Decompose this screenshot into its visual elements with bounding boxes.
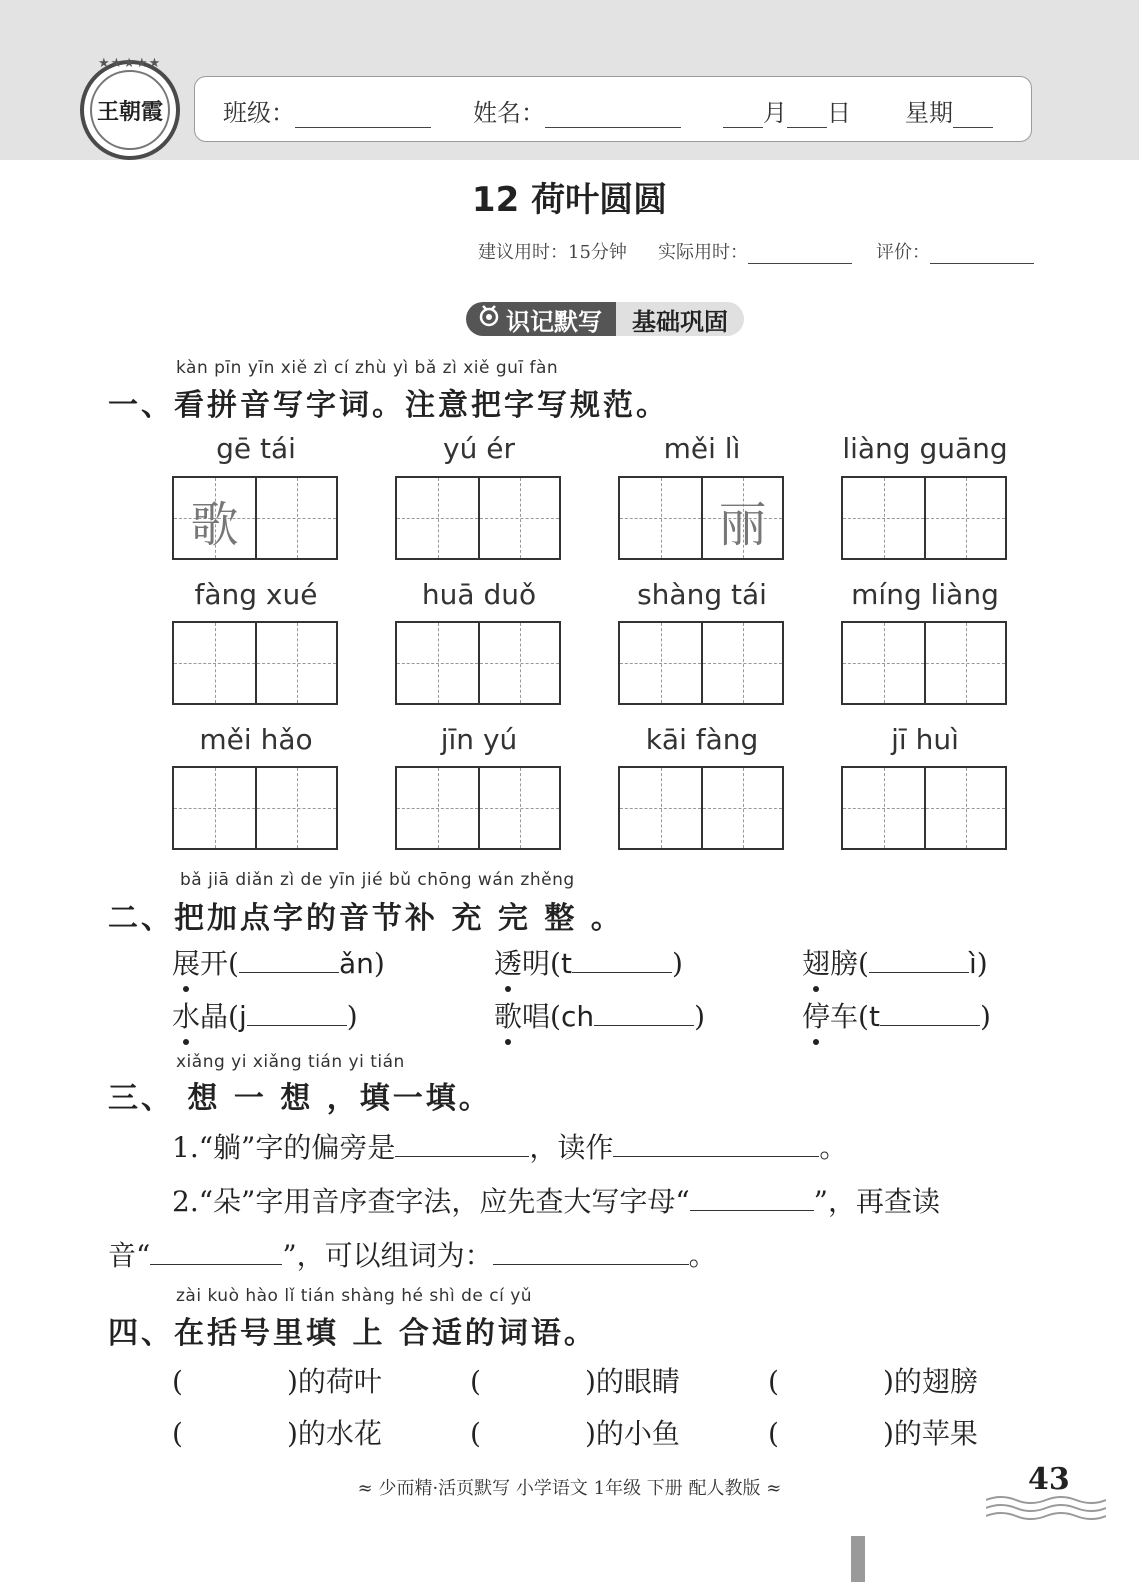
close-paren: ) (882, 1417, 894, 1450)
logo (80, 56, 180, 160)
dotted-char: 展 (172, 942, 200, 982)
footer-text: ≈ 少而精·活页默写 小学语文 1年级 下册 配人教版 ≈ (357, 1478, 782, 1499)
suggested-time: 建议用时：15分钟 (478, 242, 627, 263)
q1-text-c: 。 (819, 1131, 848, 1164)
open-paren: ( (470, 1417, 481, 1450)
dotted-char: 停 (802, 995, 830, 1035)
close-paren: ) (286, 1417, 298, 1450)
logo-stars: ★★★★★ (98, 56, 162, 71)
q1-text-b: ，读作 (529, 1131, 614, 1164)
writing-box[interactable] (618, 476, 784, 560)
phrase-blank[interactable] (481, 1417, 585, 1443)
q2-text-e: 。 (688, 1239, 717, 1272)
word-pinyin: míng liàng (851, 578, 999, 611)
syllable-item (172, 942, 385, 982)
section3-pinyin: xiǎng yi xiǎng tián yi tián (176, 1052, 405, 1072)
fill-phrase-item (470, 1412, 680, 1452)
syllable-blank[interactable] (594, 999, 694, 1026)
open-paren: ( (228, 1000, 239, 1033)
open-paren: ( (550, 947, 561, 980)
q2-text-c: 音“ (108, 1239, 151, 1272)
word-pinyin: kāi fàng (645, 723, 759, 756)
phrase-text: 的小鱼 (595, 1417, 680, 1450)
word-pinyin: fàng xué (194, 578, 318, 611)
section4-pinyin: zài kuò hào lǐ tián shàng hé shì de cí yǔ (176, 1286, 533, 1306)
close-paren: ) (286, 1365, 298, 1398)
writing-box[interactable] (618, 621, 784, 705)
word-pinyin: měi lì (663, 432, 741, 465)
syllable-item (494, 995, 705, 1035)
writing-cell[interactable] (924, 768, 1005, 848)
student-info-box (194, 76, 1032, 142)
writing-cell[interactable] (701, 768, 782, 848)
writing-cell[interactable] (397, 623, 478, 703)
phrase-blank[interactable] (779, 1417, 883, 1443)
word-pinyin: shàng tái (637, 578, 767, 611)
class-field[interactable] (223, 93, 431, 128)
q1-text-a: 1.“躺”字的偏旁是 (172, 1131, 396, 1164)
phrase-text: 的水花 (297, 1417, 382, 1450)
writing-cell[interactable] (174, 478, 255, 558)
hint-before: t (868, 1000, 880, 1033)
section2-pinyin: bǎ jiā diǎn zì de yīn jié bǔ chōng wán zhěng (180, 870, 575, 890)
phrase-blank[interactable] (481, 1365, 585, 1391)
day-label: 日 (827, 99, 851, 127)
writing-box[interactable] (618, 766, 784, 850)
question-2 (172, 1180, 940, 1220)
writing-box[interactable] (841, 766, 1007, 850)
fill-phrase-item (172, 1412, 382, 1452)
dotted-char: 透 (494, 942, 522, 982)
open-paren: ( (858, 1000, 869, 1033)
syllable-blank[interactable] (572, 946, 672, 973)
close-paren: ) (373, 947, 385, 980)
q2-text-a: 2.“朵”字用音序查字法，应先查大写字母“ (172, 1185, 690, 1218)
writing-cell[interactable] (478, 768, 559, 848)
close-paren: ) (882, 1365, 894, 1398)
fill-phrase-item (768, 1412, 978, 1452)
syllable-blank[interactable] (239, 946, 339, 973)
month-blank[interactable] (723, 103, 763, 128)
actual-time-blank[interactable] (748, 245, 852, 264)
writing-cell[interactable] (255, 478, 336, 558)
section-badge (466, 302, 744, 336)
dotted-char: 歌 (494, 995, 522, 1035)
name-label: 姓名： (473, 99, 545, 127)
phrase-text: 的苹果 (893, 1417, 978, 1450)
sample-char: 丽 (718, 497, 767, 553)
syllable-blank[interactable] (869, 946, 969, 973)
weekday-blank[interactable] (953, 103, 993, 128)
plain-char: 车 (830, 1000, 859, 1033)
close-paren: ) (671, 947, 683, 980)
open-paren: ( (768, 1417, 779, 1450)
close-paren: ) (976, 947, 988, 980)
q2-text-b: ”，再查读 (813, 1185, 940, 1218)
hint-after: ǎn (338, 947, 374, 980)
syllable-blank[interactable] (880, 999, 980, 1026)
writing-box[interactable] (172, 766, 338, 850)
wave-decoration (986, 1492, 1106, 1526)
medal-icon (478, 304, 500, 334)
close-paren: ) (979, 1000, 991, 1033)
hint-after: ì (968, 947, 977, 980)
word-pinyin: měi hǎo (199, 723, 313, 756)
section3-heading: 三、 想 一 想 ，填一填。 (108, 1081, 492, 1116)
weekday-field[interactable] (905, 93, 993, 128)
badge-right-label: 基础巩固 (616, 302, 744, 336)
scrollbar[interactable] (851, 1536, 865, 1582)
syllable-item (802, 942, 988, 982)
close-paren: ) (584, 1417, 596, 1450)
q2-word-blank[interactable] (493, 1238, 689, 1265)
writing-cell[interactable] (924, 623, 1005, 703)
rating-field[interactable] (876, 238, 1034, 264)
section1-heading: 一、看拼音写字词。注意把字写规范。 (108, 388, 669, 423)
writing-cell[interactable] (255, 768, 336, 848)
plain-char: 唱 (522, 1000, 551, 1033)
rating-blank[interactable] (930, 245, 1034, 264)
writing-cell[interactable] (397, 478, 478, 558)
plain-char: 晶 (200, 1000, 229, 1033)
plain-char: 明 (522, 947, 551, 980)
section4-heading: 四、在括号里填 上 合适的词语。 (108, 1316, 597, 1351)
writing-cell[interactable] (701, 478, 782, 558)
q2-syllable-blank[interactable] (150, 1238, 282, 1265)
actual-time-field[interactable] (658, 238, 852, 264)
badge-left (466, 302, 616, 336)
open-paren: ( (470, 1365, 481, 1398)
badge-left-label: 识记默写 (506, 307, 602, 336)
phrase-blank[interactable] (183, 1365, 287, 1391)
q2-text-d: ”，可以组词为： (282, 1239, 493, 1272)
q1-radical-blank[interactable] (395, 1130, 529, 1157)
writing-cell[interactable] (255, 623, 336, 703)
writing-cell[interactable] (620, 478, 701, 558)
writing-cell[interactable] (843, 478, 924, 558)
hint-before: j (238, 1000, 247, 1033)
word-pinyin: jīn yú (440, 723, 518, 756)
open-paren: ( (550, 1000, 561, 1033)
syllable-item (172, 995, 358, 1035)
word-pinyin: jī huì (891, 723, 959, 756)
plain-char: 开 (200, 947, 229, 980)
writing-cell[interactable] (174, 623, 255, 703)
class-blank[interactable] (295, 103, 431, 128)
open-paren: ( (768, 1365, 779, 1398)
open-paren: ( (858, 947, 869, 980)
writing-cell[interactable] (478, 478, 559, 558)
rating-label: 评价： (876, 242, 930, 263)
phrase-blank[interactable] (779, 1365, 883, 1391)
writing-box[interactable] (395, 621, 561, 705)
fill-phrase-item (470, 1360, 680, 1400)
writing-cell[interactable] (174, 768, 255, 848)
dotted-char: 水 (172, 995, 200, 1035)
syllable-item (802, 995, 991, 1035)
writing-cell[interactable] (620, 768, 701, 848)
question-2-cont (108, 1234, 717, 1274)
writing-cell[interactable] (701, 623, 782, 703)
word-pinyin: gē tái (216, 432, 296, 465)
writing-cell[interactable] (620, 623, 701, 703)
close-paren: ) (694, 1000, 706, 1033)
name-blank[interactable] (545, 103, 681, 128)
page-title: 12 荷叶圆圆 (471, 180, 668, 220)
open-paren: ( (172, 1365, 183, 1398)
word-pinyin: liàng guāng (842, 432, 1008, 465)
writing-box[interactable] (172, 621, 338, 705)
logo-text: 王朝霞 (90, 70, 170, 150)
q2-letter-blank[interactable] (690, 1184, 814, 1211)
writing-cell[interactable] (397, 768, 478, 848)
section1-pinyin: kàn pīn yīn xiě zì cí zhù yì bǎ zì xiě guī fàn (176, 358, 559, 378)
open-paren: ( (228, 947, 239, 980)
writing-cell[interactable] (924, 478, 1005, 558)
writing-cell[interactable] (843, 623, 924, 703)
sample-char: 歌 (190, 497, 239, 553)
plain-char: 膀 (830, 947, 859, 980)
weekday-label: 星期 (905, 99, 953, 127)
close-paren: ) (346, 1000, 358, 1033)
dotted-char: 翅 (802, 942, 830, 982)
syllable-item (494, 942, 683, 982)
fill-phrase-item (172, 1360, 382, 1400)
writing-box[interactable] (172, 476, 338, 560)
phrase-blank[interactable] (183, 1417, 287, 1443)
word-pinyin: huā duǒ (421, 578, 537, 611)
section2-heading: 二、把加点字的音节补 充 完 整 。 (108, 901, 624, 936)
date-field[interactable] (723, 93, 851, 128)
phrase-text: 的翅膀 (893, 1365, 978, 1398)
phrase-text: 的荷叶 (297, 1365, 382, 1398)
hint-before: ch (560, 1000, 595, 1033)
writing-cell[interactable] (843, 768, 924, 848)
writing-box[interactable] (841, 621, 1007, 705)
question-1 (172, 1126, 847, 1166)
fill-phrase-item (768, 1360, 978, 1400)
writing-box[interactable] (395, 476, 561, 560)
close-paren: ) (584, 1365, 596, 1398)
month-label: 月 (763, 99, 787, 127)
actual-time-label: 实际用时： (658, 242, 748, 263)
writing-box[interactable] (395, 766, 561, 850)
name-field[interactable] (473, 93, 681, 128)
class-label: 班级： (223, 99, 295, 127)
phrase-text: 的眼睛 (595, 1365, 680, 1398)
word-pinyin: yú ér (443, 432, 515, 465)
day-blank[interactable] (787, 103, 827, 128)
q1-reading-blank[interactable] (613, 1130, 819, 1157)
syllable-blank[interactable] (247, 999, 347, 1026)
hint-before: t (560, 947, 572, 980)
writing-box[interactable] (841, 476, 1007, 560)
open-paren: ( (172, 1417, 183, 1450)
writing-cell[interactable] (478, 623, 559, 703)
page-number: 43 (1028, 1462, 1070, 1497)
